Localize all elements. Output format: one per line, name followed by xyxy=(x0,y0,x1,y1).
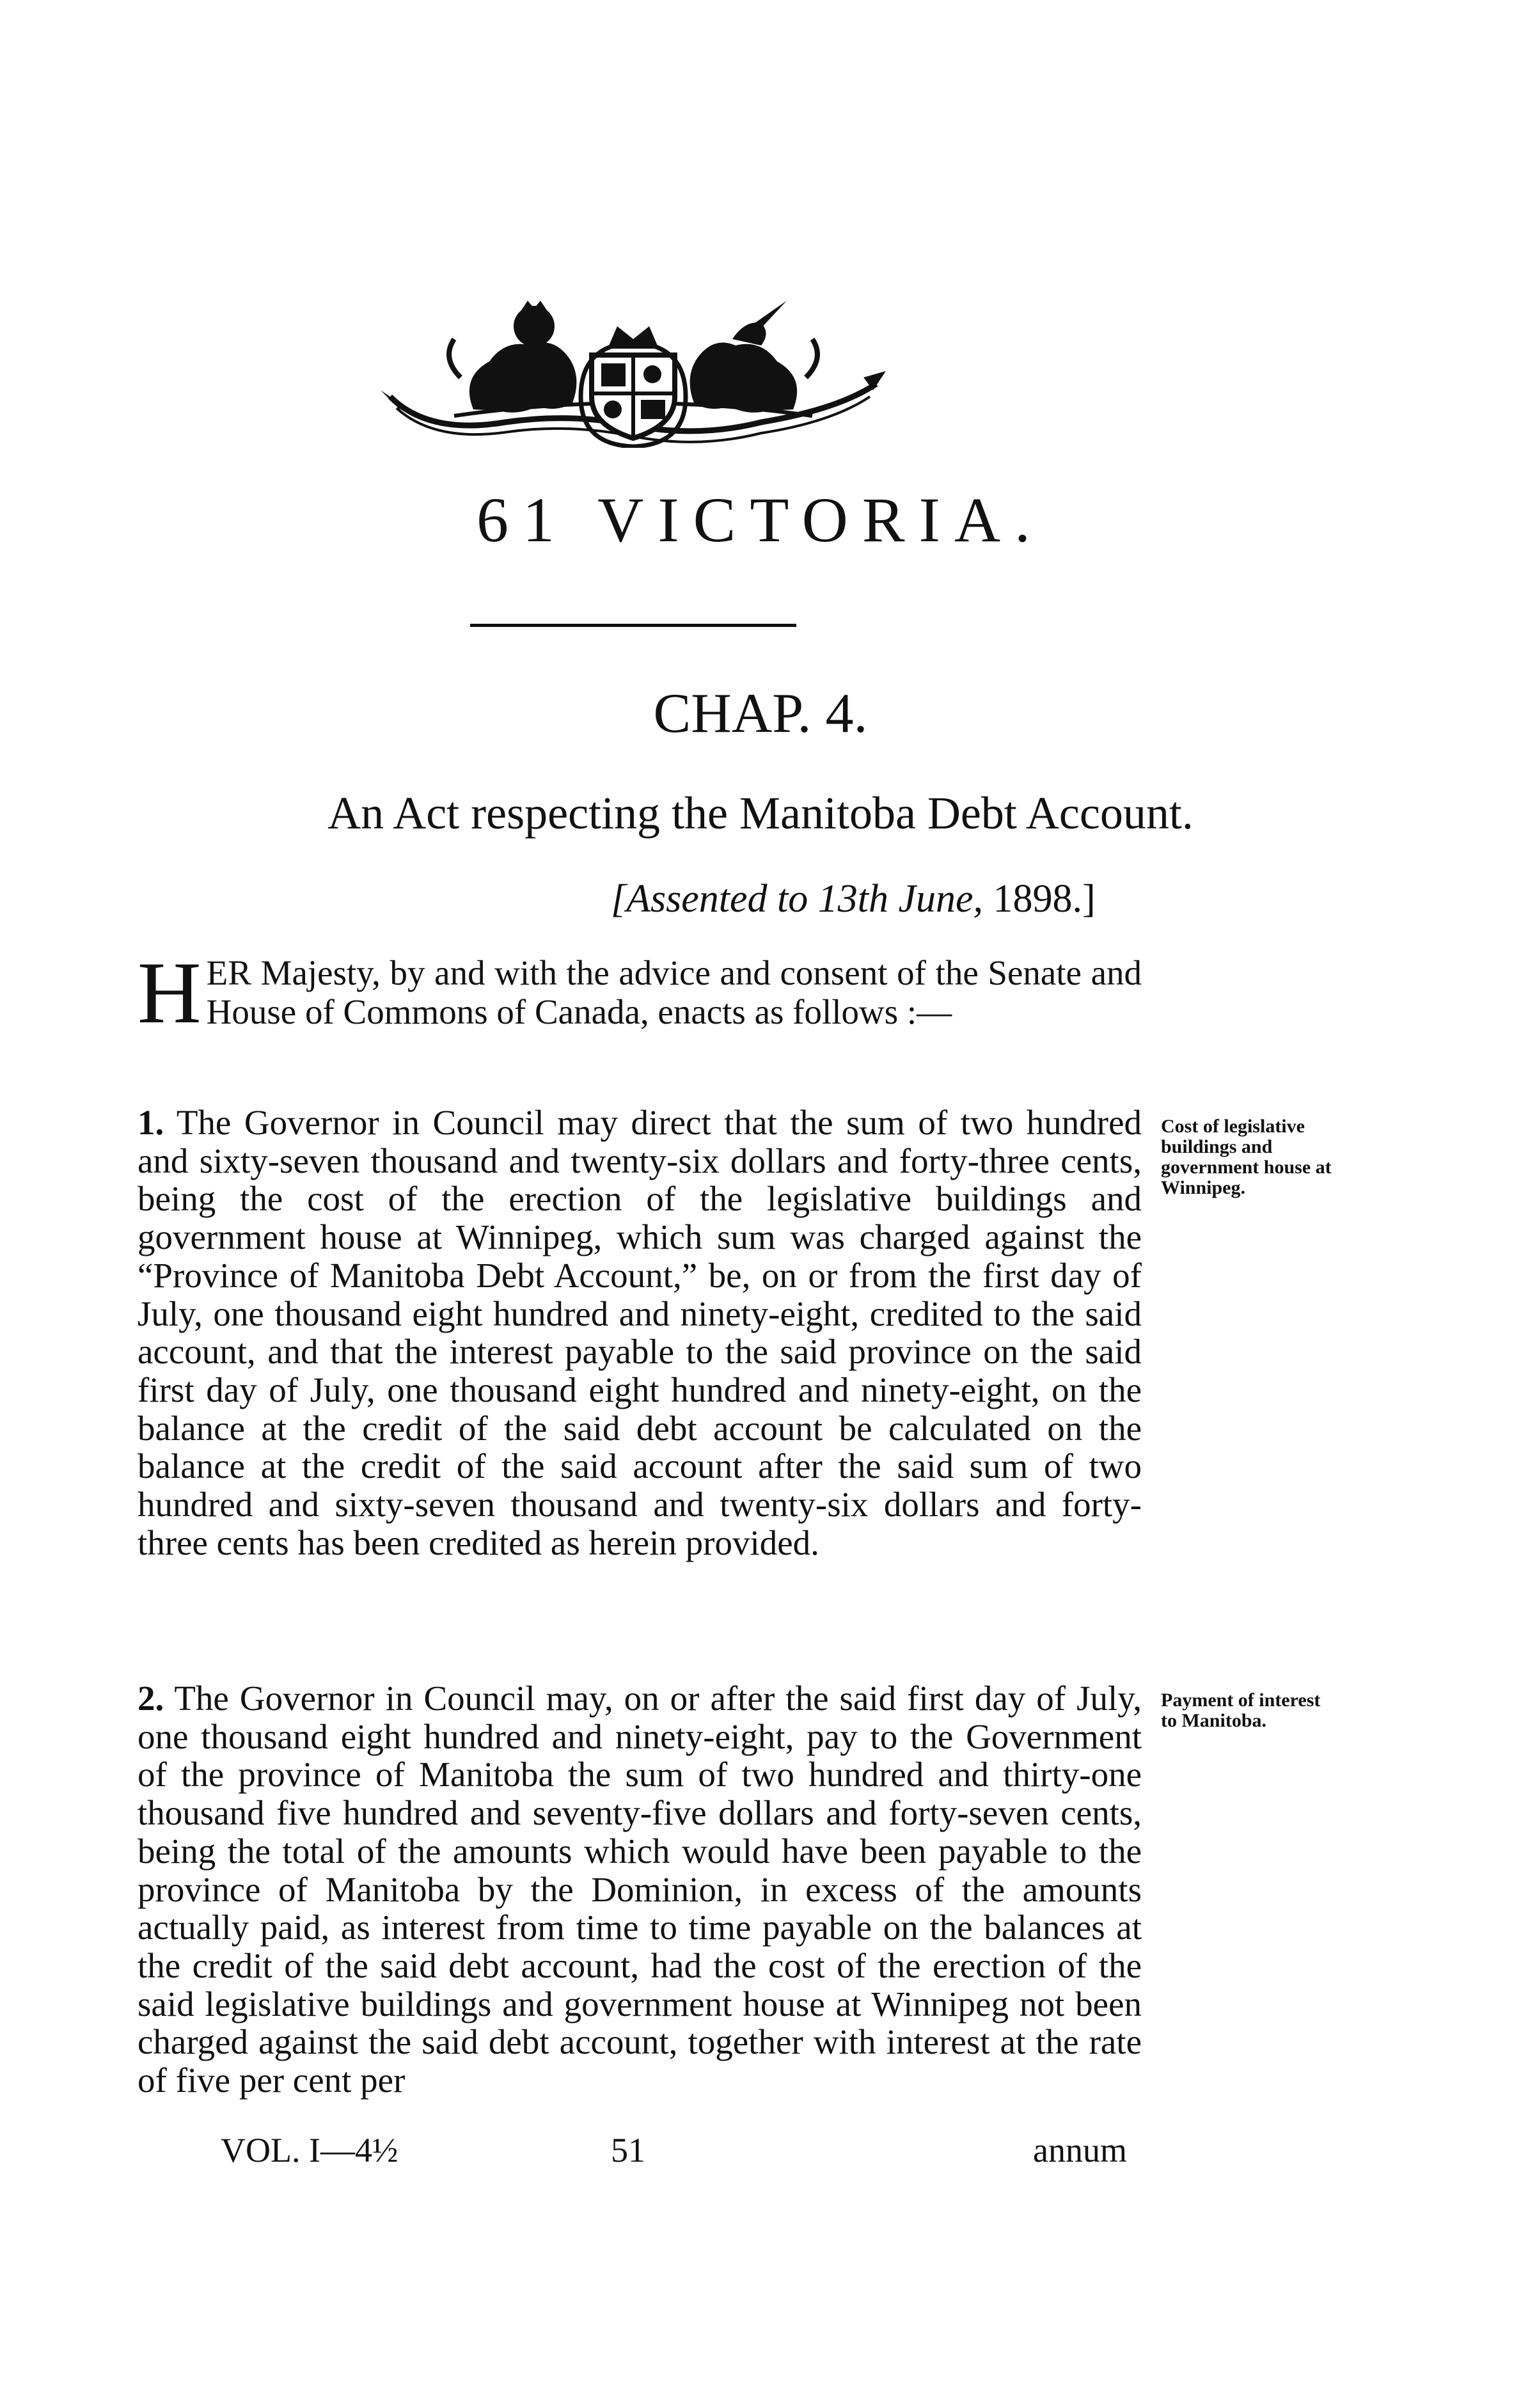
margin-note-section-1: Cost of legislative buildings and government house at Winnipeg. xyxy=(1161,1116,1332,1198)
act-title: An Act respecting the Manitoba Debt Account. xyxy=(327,788,1194,839)
enacting-clause xyxy=(138,944,1142,1042)
section-1 xyxy=(138,1104,1142,1562)
section-text: The Governor in Council may, on or after the said first day of July, one thousand eight hundred and ninety-eight, pay to the Government of the province of Manitoba the sum of two hundred and thirty-one thousand five hundred and seventy-five dollars and forty-seven cents, being the total of the amounts which would have been payable to the province of Manitoba by the Dominion, in excess of the amounts actually paid, as interest from time to time payable on the balances at the credit of the said debt account, had the cost of the erection of the said legislative buildings and government house at Winnipeg not been charged against the said debt account, together with interest at the rate of five per cent per xyxy=(138,1679,1142,2100)
section-number: 2. xyxy=(138,1679,164,1718)
assent-date xyxy=(611,876,1096,922)
section-text: The Governor in Council may direct that the sum of two hundred and sixty-seven thousand and twenty-six dollars and forty-three cents, being the cost of the erection of the legislative buildings and government house at Winnipeg, which sum was charged against the “Province of Manitoba Debt Account,” be, on or from the first day of July, one thousand eight hundred and ninety-eight, credited to the said account, and that the interest payable to the said province on the said first day of July, one thousand eight hundred and ninety-eight, on the balance at the credit of the said debt account be calculated on the balance at the credit of the said account after the said sum of two hundred and sixty-seven thousand and twenty-six dollars and forty-three cents has been credited as herein provided. xyxy=(138,1103,1142,1562)
assent-year: 1898.] xyxy=(993,877,1096,921)
section-number: 1. xyxy=(138,1103,164,1142)
reign-heading: 61 VICTORIA. xyxy=(476,484,1045,555)
page-number: 51 xyxy=(611,2131,645,2169)
volume-signature: VOL. I—4½ xyxy=(221,2131,398,2169)
enacting-clause-text: ER Majesty, by and with the advice and consent of the Senate and House of Commons of Canada, enacts as follows :— xyxy=(206,953,1142,1031)
chapter-number: CHAP. 4. xyxy=(653,683,868,745)
royal-coat-of-arms xyxy=(377,301,889,448)
margin-note-section-2: Payment of interest to Manitoba. xyxy=(1161,1690,1321,1731)
section-2 xyxy=(138,1679,1142,2100)
assent-prefix: [Assented to 13th xyxy=(611,877,888,921)
assent-month: June, xyxy=(898,877,984,921)
catchword: annum xyxy=(1033,2131,1127,2169)
heading-divider xyxy=(470,624,796,627)
drop-cap: H xyxy=(138,944,201,1042)
